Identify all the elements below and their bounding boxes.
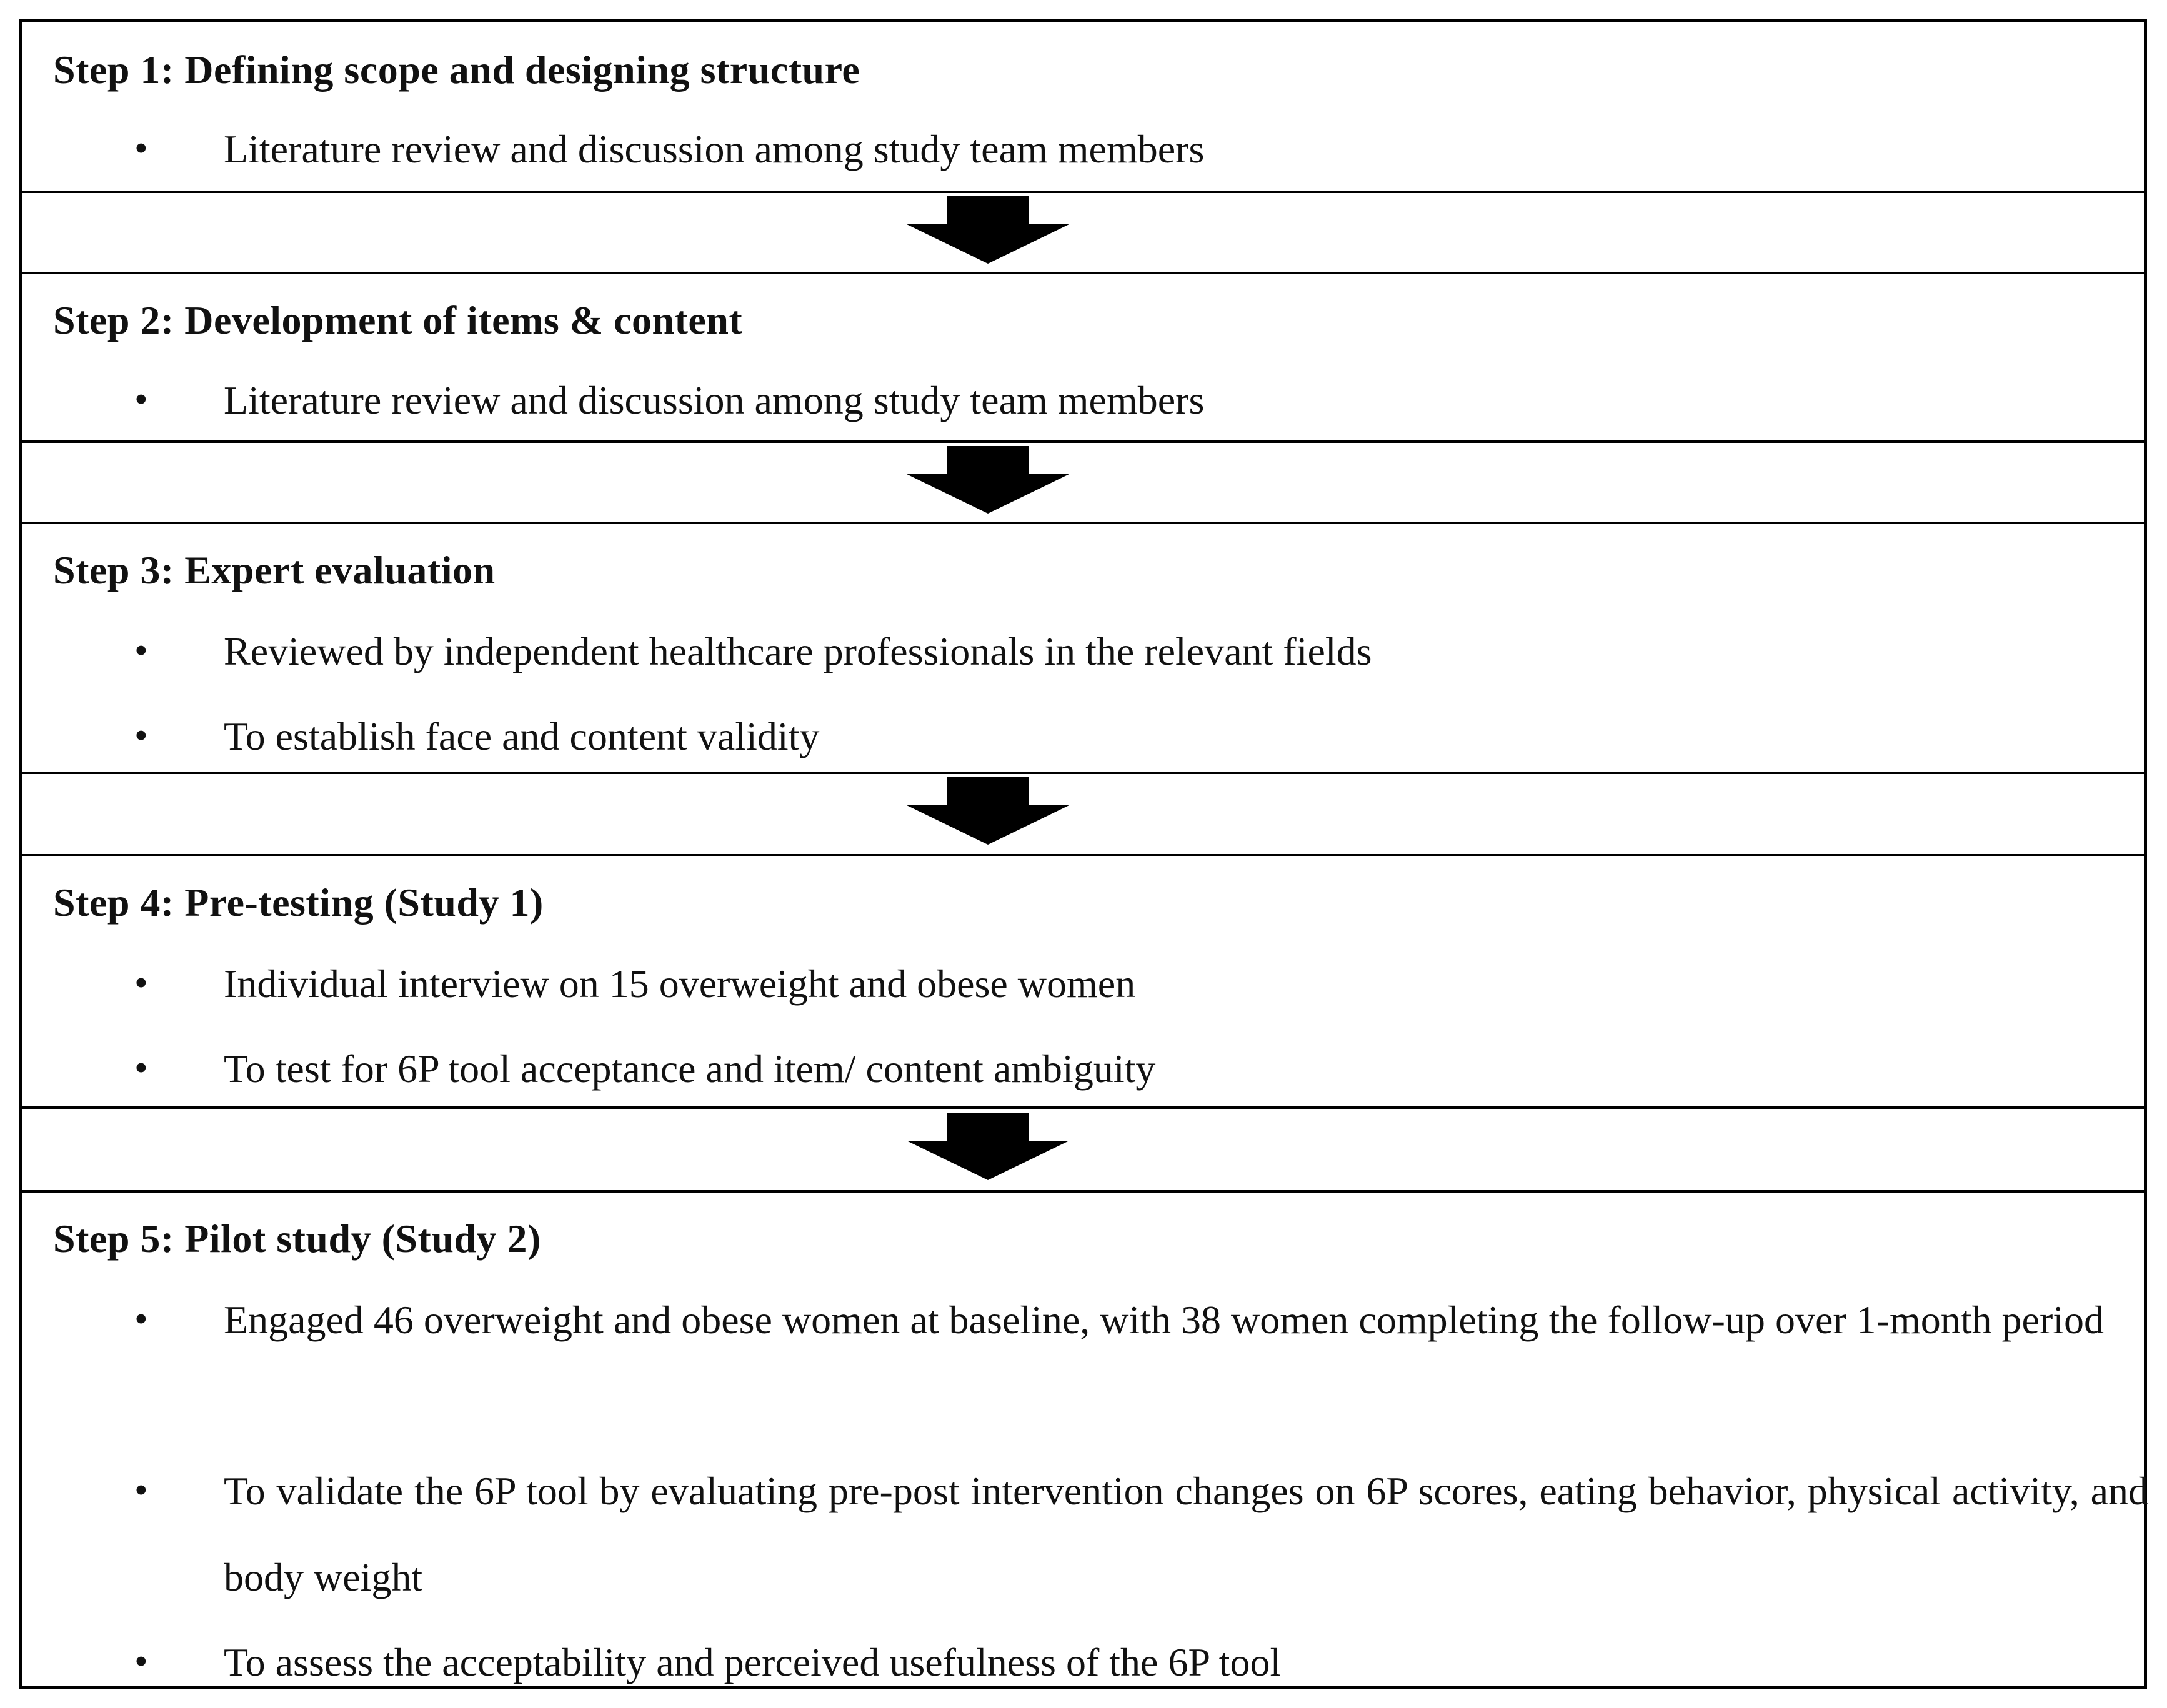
process-flowchart	[19, 19, 2147, 1689]
bullet-icon: •	[134, 1047, 148, 1090]
bullet-icon: •	[134, 1298, 148, 1341]
step-1-bullet-1: Literature review and discussion among study team members	[224, 127, 1205, 171]
connector-4	[22, 1106, 2144, 1190]
step-1-title: Step 1: Defining scope and designing structure	[53, 47, 860, 92]
step-5-box	[22, 1190, 2148, 1686]
step-5-title: Step 5: Pilot study (Study 2)	[53, 1216, 541, 1261]
step-5-bullet-3: To assess the acceptability and perceived usefulness of the 6P tool	[224, 1640, 1282, 1684]
connector-3	[22, 772, 2144, 854]
step-3-title: Step 3: Expert evaluation	[53, 548, 496, 592]
step-5-bullet-1: Engaged 46 overweight and obese women at baseline, with 38 women completing the follow-up over 1-month period	[224, 1298, 2105, 1342]
step-4-title: Step 4: Pre-testing (Study 1)	[53, 880, 544, 925]
down-arrow-icon	[907, 196, 1069, 265]
step-5-bullet-2: To validate the 6P tool by evaluating pre-post intervention changes on 6P scores, eating behavior, physical activity, and body weight	[224, 1469, 2148, 1599]
step-4-box	[22, 854, 2144, 1106]
step-3-bullet-2: To establish face and content validity	[224, 714, 820, 758]
step-1-box	[22, 22, 2144, 191]
step-3-box	[22, 522, 2144, 772]
connector-1	[22, 191, 2144, 272]
down-arrow-icon	[907, 446, 1069, 515]
step-4-bullet-2: To test for 6P tool acceptance and item/ content ambiguity	[224, 1046, 1156, 1091]
bullet-icon: •	[134, 962, 148, 1005]
connector-2	[22, 440, 2144, 522]
step-2-bullet-1: Literature review and discussion among study team members	[224, 378, 1205, 422]
bullet-icon: •	[134, 127, 148, 170]
bullet-icon: •	[134, 630, 148, 672]
bullet-icon: •	[134, 1469, 148, 1512]
step-4-bullet-1: Individual interview on 15 overweight and obese women	[224, 961, 1136, 1006]
down-arrow-icon	[907, 1113, 1069, 1181]
step-2-box	[22, 272, 2144, 440]
step-2-title: Step 2: Development of items & content	[53, 298, 743, 342]
down-arrow-icon	[907, 777, 1069, 846]
bullet-icon: •	[134, 715, 148, 757]
step-3-bullet-1: Reviewed by independent healthcare professionals in the relevant fields	[224, 629, 1372, 673]
bullet-icon: •	[134, 1641, 148, 1683]
bullet-icon: •	[134, 379, 148, 421]
